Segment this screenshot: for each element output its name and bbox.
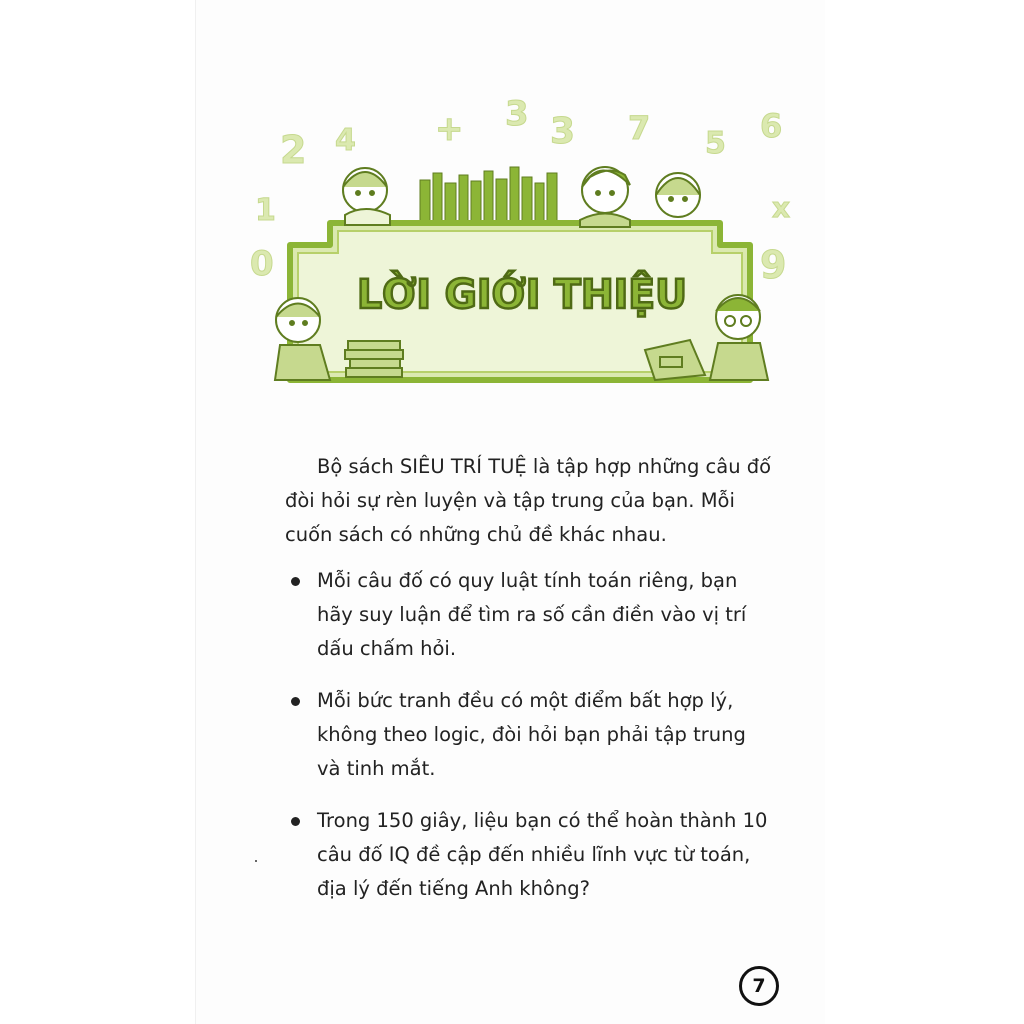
kid-boy-top-icon [580,167,630,227]
list-item [285,804,775,906]
symbol-4: 4 [335,123,356,158]
list-item-text: Trong 150 giây, liệu bạn có thể hoàn thành 10 câu đố IQ đề cập đến nhiều lĩnh vực từ toán, địa lý đến tiếng Anh không? [317,809,768,900]
rules-list [285,564,775,906]
page-edge [195,0,196,1024]
symbol-0: 0 [250,244,274,284]
list-item [285,564,775,666]
bullet-icon [291,577,300,586]
symbol-2: 2 [280,128,307,172]
bullet-icon [291,817,300,826]
symbol-3a: 3 [505,95,529,134]
list-item [285,684,775,786]
banner-title: LỜI GIỚI THIỆU [357,272,694,318]
title-banner [250,95,800,405]
page-number: 7 [739,966,779,1006]
symbol-plus: + [435,109,464,149]
intro-content [285,450,775,924]
symbol-6: 6 [760,107,783,145]
symbol-1: 1 [255,193,276,228]
bullet-icon [291,697,300,706]
symbol-9: 9 [760,243,787,287]
symbol-3b: 3 [550,111,576,152]
kid-girl-left-icon [343,168,390,225]
bookshelf-icon [420,167,557,225]
list-item-text: Mỗi câu đố có quy luật tính toán riêng, bạn hãy suy luận để tìm ra số cần điền vào vị trí dấu chấm hỏi. [317,569,747,660]
symbol-x: x [772,191,791,224]
intro-paragraph: Bộ sách SIÊU TRÍ TUỆ là tập hợp những câu đố đòi hỏi sự rèn luyện và tập trung của bạn. Mỗi cuốn sách có những chủ đề khác nhau. [285,455,772,546]
list-item-text: Mỗi bức tranh đều có một điểm bất hợp lý, không theo logic, đòi hỏi bạn phải tập trung và tinh mắt. [317,689,746,780]
symbol-5: 5 [705,126,726,161]
print-speck [255,860,257,862]
kid-girl-right-icon [656,173,700,217]
book-stack-icon [345,341,403,377]
symbol-7: 7 [628,109,651,147]
banner-illustration [250,95,800,405]
